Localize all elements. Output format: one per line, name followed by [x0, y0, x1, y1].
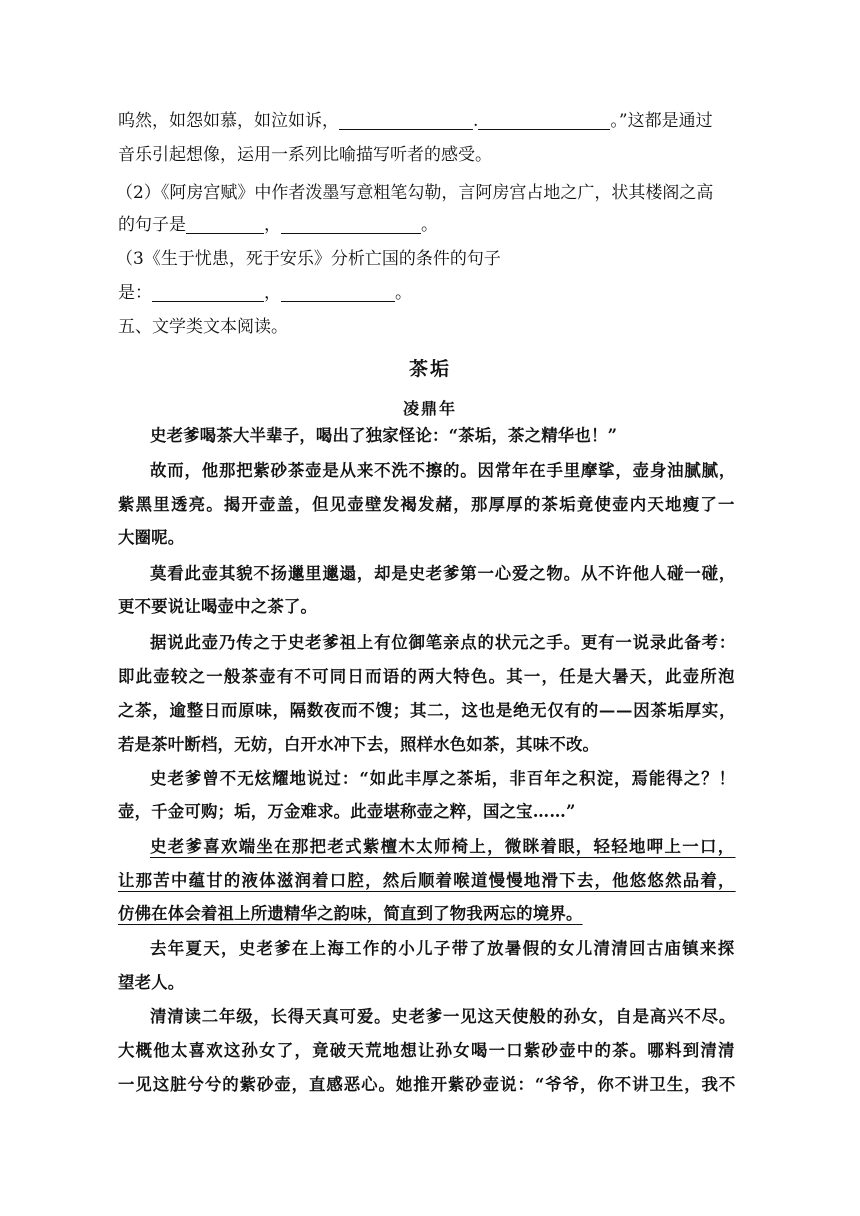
- article-line: 一见这脏兮兮的紫砂壶，直感恶心。她推开紫砂壶说：“爷爷，你不讲卫生，我不: [118, 1075, 737, 1094]
- section-heading: 五、文学类文本阅读。: [118, 317, 288, 337]
- article-line: 即此壶较之一般茶壶有不可同日而语的两大特色。其一，任是大暑天，此壶所泡: [118, 667, 736, 686]
- question-3-line-2: 是： ， 。: [118, 283, 412, 303]
- question-2-line-1: （2）《阿房宫赋》中作者泼墨写意粗笔勾勒，言阿房宫占地之广，状其楼阁之高: [116, 183, 714, 203]
- answer-blank-5: [152, 284, 264, 302]
- article-line: 故而，他那把紫砂茶壶是从来不洗不擦的。因常年在手里摩挲，壶身油腻腻，: [150, 461, 737, 480]
- text-line-2: 音乐引起想像，运用一系列比喻描写听者的感受。: [118, 145, 492, 165]
- answer-blank-1: [339, 112, 473, 130]
- article-author: 凌鼎年: [402, 399, 457, 418]
- answer-blank-3: [186, 216, 264, 234]
- article-line: 望老人。: [118, 973, 185, 992]
- article-line: 大概他太喜欢这孙女了，竟破天荒地想让孙女喝一口紫砂壶中的茶。哪料到清清: [118, 1041, 736, 1060]
- text-line-1: 呜然，如怨如慕，如泣如诉， . 。”这都是通过: [118, 111, 713, 131]
- article-line: 紫黑里透亮。揭开壶盖，但见壶壁发褐发赭，那厚厚的茶垢竟使壶内天地瘦了一: [118, 495, 736, 514]
- article-line: 据说此壶乃传之于史老爹祖上有位御笔亲点的状元之手。更有一说录此备考：: [150, 633, 737, 652]
- article-line: 史老爹曾不无炫耀地说过：“如此丰厚之茶垢，非百年之积淀，焉能得之？！: [150, 769, 737, 788]
- article-line-underlined: 史老爹喜欢端坐在那把老式紫檀木太师椅上，微眯着眼，轻轻地呷上一口，: [150, 837, 736, 856]
- article-line: 大圈呢。: [118, 528, 185, 547]
- answer-blank-4: [281, 216, 421, 234]
- question-2-line-2: 的句子是 ， 。: [118, 215, 438, 235]
- article-line: 若是茶叶断档，无妨，白开水冲下去，照样水色如茶，其味不改。: [118, 735, 600, 754]
- article-title: 茶垢: [408, 358, 451, 380]
- article-line: 更不要说让喝壶中之茶了。: [118, 597, 318, 616]
- article-line-underlined: 仿佛在体会着祖上所遗精华之韵味，简直到了物我两忘的境界。: [118, 904, 583, 923]
- article-line: 去年夏天，史老爹在上海工作的小儿子带了放暑假的女儿清清回古庙镇来探: [150, 939, 736, 958]
- answer-blank-2: [478, 112, 610, 130]
- question-3-line-1: （3《生于忧患，死于安乐》分析亡国的条件的句子: [116, 249, 501, 269]
- article-line: 史老爹喝茶大半辈子，喝出了独家怪论：“茶垢，茶之精华也！”: [150, 426, 618, 445]
- article-line: 莫看此壶其貌不扬邋里邋遢，却是史老爹第一心爱之物。从不许他人碰一碰，: [150, 564, 737, 583]
- article-line: 清清读二年级，长得天真可爱。史老爹一见这天使般的孙女，自是高兴不尽。: [150, 1007, 737, 1026]
- article-line: 壶，千金可购；垢，万金难求。此壶堪称壶之粹，国之宝……”: [118, 802, 576, 821]
- answer-blank-6: [281, 284, 395, 302]
- article-line: 之茶，逾整日而原味，隔数夜而不馊；其二，这也是绝无仅有的——因茶垢厚实，: [118, 701, 737, 720]
- article-line-underlined: 让那苦中蕴甘的液体滋润着口腔，然后顺着喉道慢慢地滑下去，他悠悠然品着，: [118, 871, 736, 890]
